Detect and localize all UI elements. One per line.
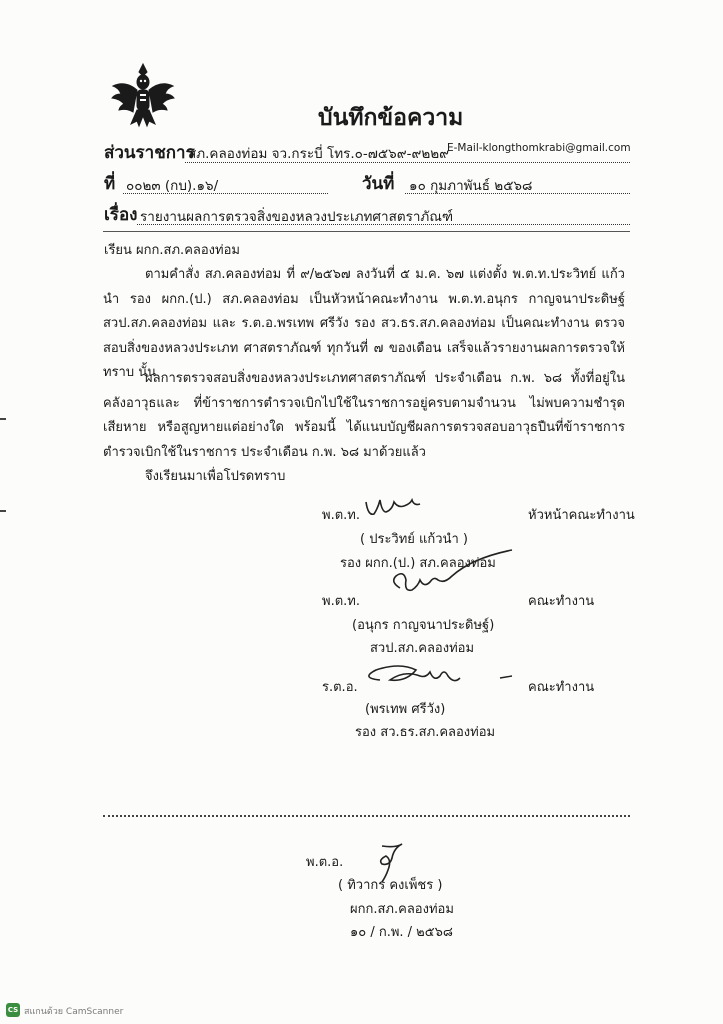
scan-edge-mark <box>0 510 6 512</box>
signature-1-icon <box>360 492 430 522</box>
salutation: เรียน ผกก.สภ.คลองท่อม <box>104 243 240 258</box>
signatory-3-rank: ร.ต.อ. <box>322 680 358 695</box>
section-separator <box>103 815 630 817</box>
signatory-2-rank: พ.ต.ท. <box>322 594 360 609</box>
signatory-3-name: (พรเทพ ศรีวัง) <box>365 702 446 717</box>
date-dotline <box>405 193 630 194</box>
signature-3-icon <box>350 662 520 694</box>
ref-dotline <box>123 193 328 194</box>
signatory-3-role: คณะทำงาน <box>528 680 595 695</box>
approval-name: ( ทิวากร คงเพ็ชร ) <box>338 878 443 893</box>
email-address: E-Mail-klongthomkrabi@gmail.com <box>447 142 631 154</box>
ref-value: ๐๐๒๓ (กบ).๑๖/ <box>126 178 219 194</box>
approval-rank: พ.ต.อ. <box>306 855 344 870</box>
date-label: วันที่ <box>362 174 395 194</box>
scan-edge-mark <box>0 418 6 420</box>
signatory-1-name: ( ประวิทย์ แก้วนำ ) <box>360 532 468 547</box>
subject-value: รายงานผลการตรวจสิ่งของหลวงประเภทศาสตราภัณฑ์ <box>140 209 454 225</box>
ref-label: ที่ <box>104 174 116 194</box>
signature-2-icon <box>380 548 520 608</box>
agency-dotline <box>185 162 630 163</box>
subject-dotline <box>137 224 630 225</box>
date-value: ๑๐ กุมภาพันธ์ ๒๕๖๘ <box>409 178 533 194</box>
approval-position: ผกก.สภ.คลองท่อม <box>350 902 454 917</box>
header-rule <box>103 231 630 232</box>
garuda-emblem-icon <box>110 62 176 130</box>
signatory-2-position: สวป.สภ.คลองท่อม <box>370 641 475 656</box>
approval-date: ๑๐ / ก.พ. / ๒๕๖๘ <box>350 925 453 940</box>
signatory-1-position: รอง ผกก.(ป.) สภ.คลองท่อม <box>340 556 496 571</box>
subject-label: เรื่อง <box>104 205 138 225</box>
signatory-1-rank: พ.ต.ท. <box>322 508 360 523</box>
signatory-2-role: คณะทำงาน <box>528 594 595 609</box>
closing-line: จึงเรียนมาเพื่อโปรดทราบ <box>145 469 286 484</box>
agency-value: สภ.คลองท่อม จว.กระบี่ โทร.๐-๗๕๖๙-๙๒๒๙ <box>188 146 450 162</box>
camscanner-label: สแกนด้วย CamScanner <box>24 1007 124 1017</box>
agency-label: ส่วนราชการ <box>104 143 195 163</box>
camscanner-logo: CS <box>6 1003 20 1017</box>
body-paragraph-1: ตามคำสั่ง สภ.คลองท่อม ที่ ๙/๒๕๖๗ ลงวันที่ ๕ ม.ค. ๖๗ แต่งตั้ง พ.ต.ท.ประวิทย์ แก้วนำ รอง ผกก.(ป.) สภ.คลองท่อม เป็นหัวหน้าคณะทำงาน พ.ต.ท.อนุกร กาญจนาประดิษฐ์ สวป.สภ.คลองท่อม และ ร.ต.อ.พรเทพ ศรีวัง รอง สว.ธร.สภ.คลองท่อม เป็นคณะทำงาน ตรวจสอบสิ่งของหลวงประเภท ศาสตราภัณฑ์ ทุกวันที่ ๗ ของเดือน เสร็จแล้วรายงานผลการตรวจให้ทราบ นั้น <box>103 267 625 380</box>
signatory-3-position: รอง สว.ธร.สภ.คลองท่อม <box>355 725 496 740</box>
body-paragraph-2: ผลการตรวจสอบสิ่งของหลวงประเภทศาสตราภัณฑ์ ประจำเดือน ก.พ. ๖๘ ทั้งที่อยู่ในคลังอาวุธและ ที่ข้าราชการตำรวจเบิกไปใช้ในราชการอยู่ครบตามจำนวน ไม่พบความชำรุดเสียหาย หรือสูญหายแต่อย่างใด พร้อมนี้ ได้แนบบัญชีผลการตรวจสอบอาวุธปืนที่ข้าราชการตำรวจเบิกใช้ในราชการ ประจำเดือน ก.พ. ๖๘ มาด้วยแล้ว <box>103 371 625 460</box>
memo-title: บันทึกข้อความ <box>318 105 464 131</box>
signatory-1-role: หัวหน้าคณะทำงาน <box>528 508 635 523</box>
signatory-2-name: (อนุกร กาญจนาประดิษฐ์) <box>352 618 495 633</box>
